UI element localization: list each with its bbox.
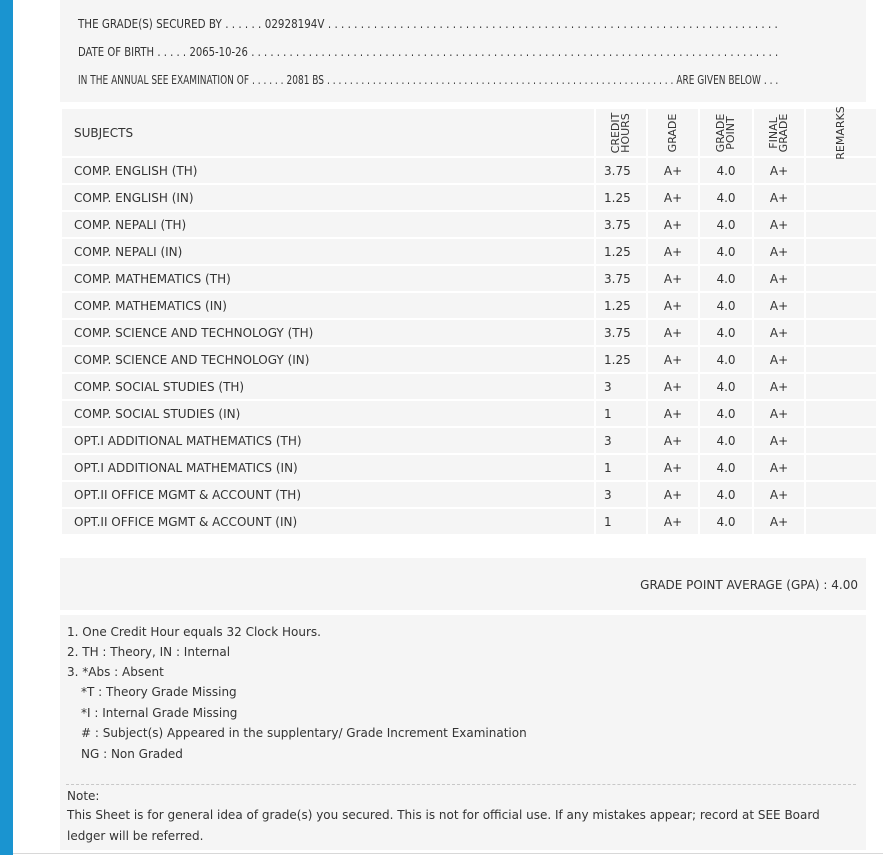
- subject-cell: COMP. SCIENCE AND TECHNOLOGY (IN): [61, 346, 595, 373]
- grade-cell: A+: [647, 319, 699, 346]
- credit-cell: 1.25: [595, 292, 647, 319]
- table-row: [61, 454, 877, 481]
- credit-cell: 1: [595, 400, 647, 427]
- grade-point-cell: 4.0: [699, 373, 753, 400]
- grade-cell: A+: [647, 346, 699, 373]
- table-row: [61, 481, 877, 508]
- subject-cell: COMP. ENGLISH (TH): [61, 157, 595, 184]
- dob-value: 2065-10-26: [189, 45, 248, 59]
- given-below: ARE GIVEN BELOW: [676, 73, 761, 87]
- credit-cell: 3.75: [595, 265, 647, 292]
- credit-cell: 1: [595, 508, 647, 535]
- left-accent-bar: [0, 0, 13, 855]
- remarks-cell: [805, 157, 877, 184]
- notes-divider: [66, 784, 856, 785]
- final-grade-cell: A+: [753, 184, 805, 211]
- final-grade-cell: A+: [753, 427, 805, 454]
- credit-cell: 3: [595, 481, 647, 508]
- subject-cell: COMP. NEPALI (TH): [61, 211, 595, 238]
- remarks-cell: [805, 508, 877, 535]
- remarks-cell: [805, 292, 877, 319]
- table-row: [61, 157, 877, 184]
- subject-cell: COMP. SOCIAL STUDIES (TH): [61, 373, 595, 400]
- subject-cell: COMP. MATHEMATICS (IN): [61, 292, 595, 319]
- bottom-border: [13, 853, 883, 854]
- final-grade-cell: A+: [753, 373, 805, 400]
- table-row: [61, 346, 877, 373]
- grade-cell: A+: [647, 211, 699, 238]
- remarks-cell: [805, 346, 877, 373]
- grade-cell: A+: [647, 508, 699, 535]
- dob-label: DATE OF BIRTH: [78, 45, 155, 59]
- symbol-number: 02928194V: [264, 17, 325, 31]
- grade-cell: A+: [647, 454, 699, 481]
- table-row: [61, 400, 877, 427]
- note-absent: 3. *Abs : Absent: [67, 665, 164, 679]
- subject-cell: OPT.II OFFICE MGMT & ACCOUNT (TH): [61, 481, 595, 508]
- subjects-header: SUBJECTS: [61, 108, 595, 157]
- table-row: [61, 238, 877, 265]
- subject-cell: COMP. MATHEMATICS (TH): [61, 265, 595, 292]
- final-grade-cell: A+: [753, 238, 805, 265]
- table-row: [61, 427, 877, 454]
- grade-cell: A+: [647, 238, 699, 265]
- credit-hours-header: CREDIT HOURS: [595, 108, 647, 157]
- grade-point-cell: 4.0: [699, 184, 753, 211]
- note-supplementary: # : Subject(s) Appeared in the supplentary/ Grade Increment Examination: [81, 726, 527, 740]
- remarks-cell: [805, 400, 877, 427]
- note-credit-hour: 1. One Credit Hour equals 32 Clock Hours.: [67, 625, 321, 639]
- grade-point-cell: 4.0: [699, 508, 753, 535]
- grade-point-cell: 4.0: [699, 319, 753, 346]
- grade-cell: A+: [647, 184, 699, 211]
- grade-table: [60, 107, 878, 536]
- grade-point-cell: 4.0: [699, 292, 753, 319]
- grade-point-cell: 4.0: [699, 400, 753, 427]
- remarks-cell: [805, 427, 877, 454]
- grade-cell: A+: [647, 265, 699, 292]
- remarks-cell: [805, 319, 877, 346]
- credit-cell: 1.25: [595, 238, 647, 265]
- grade-cell: A+: [647, 292, 699, 319]
- exam-year: 2081 BS: [286, 73, 325, 87]
- subject-cell: COMP. SCIENCE AND TECHNOLOGY (TH): [61, 319, 595, 346]
- grade-point-cell: 4.0: [699, 346, 753, 373]
- table-header-row: [61, 108, 877, 157]
- grade-point-cell: 4.0: [699, 454, 753, 481]
- credit-cell: 1.25: [595, 184, 647, 211]
- table-row: [61, 319, 877, 346]
- credit-cell: 3: [595, 373, 647, 400]
- exam-line: IN THE ANNUAL SEE EXAMINATION OF . . . . . . 2081 BS . . . . . . . . . . . . . . . . . . . . . . . . . . . . . . . . . . . . . . . . . . . . . . . . . . . . . . . . . . . . . ARE GIVEN BELOW . . .: [78, 73, 779, 87]
- final-grade-cell: A+: [753, 508, 805, 535]
- final-grade-cell: A+: [753, 400, 805, 427]
- remarks-cell: [805, 373, 877, 400]
- credit-cell: 3: [595, 427, 647, 454]
- grade-point-cell: 4.0: [699, 427, 753, 454]
- grade-cell: A+: [647, 373, 699, 400]
- credit-cell: 1: [595, 454, 647, 481]
- final-grade-cell: A+: [753, 454, 805, 481]
- grade-cell: A+: [647, 157, 699, 184]
- subject-cell: COMP. ENGLISH (IN): [61, 184, 595, 211]
- student-info-header: [60, 0, 866, 102]
- remarks-cell: [805, 265, 877, 292]
- exam-label: IN THE ANNUAL SEE EXAMINATION OF: [78, 73, 250, 87]
- table-row: [61, 211, 877, 238]
- table-row: [61, 292, 877, 319]
- notes-section: [60, 615, 866, 850]
- note-internal-missing: *I : Internal Grade Missing: [81, 706, 238, 720]
- credit-cell: 1.25: [595, 346, 647, 373]
- subject-cell: COMP. SOCIAL STUDIES (IN): [61, 400, 595, 427]
- subject-cell: OPT.II OFFICE MGMT & ACCOUNT (IN): [61, 508, 595, 535]
- grade-point-cell: 4.0: [699, 238, 753, 265]
- subject-cell: OPT.I ADDITIONAL MATHEMATICS (TH): [61, 427, 595, 454]
- grade-point-header: GRADE POINT: [699, 108, 753, 157]
- grade-cell: A+: [647, 427, 699, 454]
- grade-header: GRADE: [647, 108, 699, 157]
- note-theory-internal: 2. TH : Theory, IN : Internal: [67, 645, 231, 659]
- final-grade-cell: A+: [753, 346, 805, 373]
- credit-cell: 3.75: [595, 319, 647, 346]
- remarks-header: REMARKS: [805, 108, 877, 157]
- remarks-cell: [805, 481, 877, 508]
- final-grade-header: FINAL GRADE: [753, 108, 805, 157]
- subject-cell: OPT.I ADDITIONAL MATHEMATICS (IN): [61, 454, 595, 481]
- gpa-value: 4.00: [831, 578, 858, 592]
- remarks-cell: [805, 211, 877, 238]
- table-row: [61, 508, 877, 535]
- table-row: [61, 184, 877, 211]
- final-grade-cell: A+: [753, 319, 805, 346]
- final-grade-cell: A+: [753, 211, 805, 238]
- grade-cell: A+: [647, 400, 699, 427]
- note-non-graded: NG : Non Graded: [81, 747, 183, 761]
- credit-cell: 3.75: [595, 211, 647, 238]
- gpa-line: [640, 578, 858, 592]
- table-row: [61, 373, 877, 400]
- final-grade-cell: A+: [753, 292, 805, 319]
- note-label: Note:: [67, 789, 100, 803]
- final-grade-cell: A+: [753, 265, 805, 292]
- credit-cell: 3.75: [595, 157, 647, 184]
- grade-point-cell: 4.0: [699, 265, 753, 292]
- secured-by-line: THE GRADE(S) SECURED BY . . . . . . 02928194V . . . . . . . . . . . . . . . . . . . . . . . . . . . . . . . . . . . . . . . . . . . . . . . . . . . . . . . . . . . . . . . . . . . . .: [78, 17, 778, 31]
- note-theory-missing: *T : Theory Grade Missing: [81, 685, 237, 699]
- table-row: [61, 265, 877, 292]
- disclaimer-text: This Sheet is for general idea of grade(s) you secured. This is not for official use. If any mistakes appear; record at SEE Board ledger will be referred.: [67, 808, 820, 843]
- subject-cell: COMP. NEPALI (IN): [61, 238, 595, 265]
- dob-line: DATE OF BIRTH . . . . . 2065-10-26 . . . . . . . . . . . . . . . . . . . . . . . . . . . . . . . . . . . . . . . . . . . . . . . . . . . . . . . . . . . . . . . . . . . . . . . . . . . . . . . . . . .: [78, 45, 779, 59]
- remarks-cell: [805, 454, 877, 481]
- gpa-label: GRADE POINT AVERAGE (GPA) :: [640, 578, 828, 592]
- final-grade-cell: A+: [753, 481, 805, 508]
- final-grade-cell: A+: [753, 157, 805, 184]
- remarks-cell: [805, 238, 877, 265]
- secured-by-label: THE GRADE(S) SECURED BY: [78, 17, 222, 31]
- grade-cell: A+: [647, 481, 699, 508]
- grade-point-cell: 4.0: [699, 481, 753, 508]
- gpa-section: [60, 558, 866, 610]
- grade-point-cell: 4.0: [699, 157, 753, 184]
- grade-point-cell: 4.0: [699, 211, 753, 238]
- remarks-cell: [805, 184, 877, 211]
